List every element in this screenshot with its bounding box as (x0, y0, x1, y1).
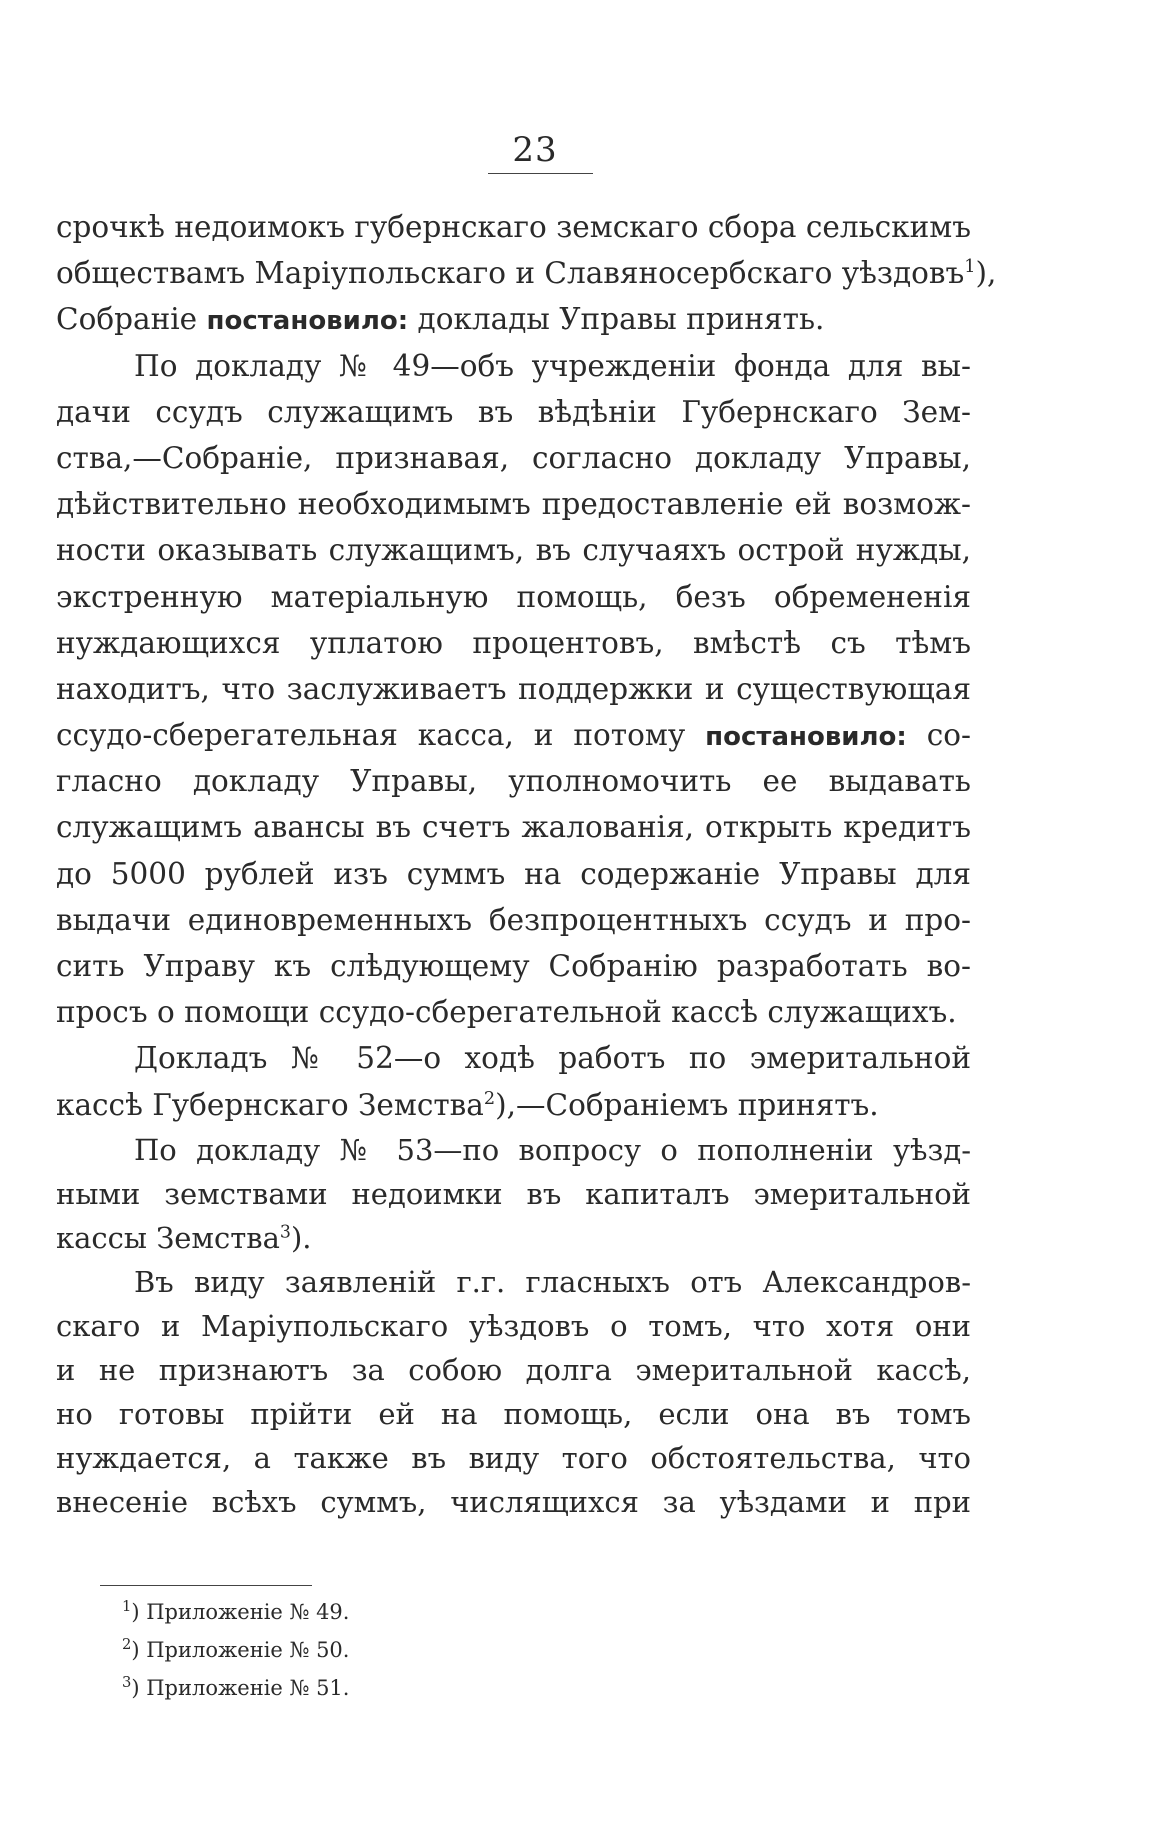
text-line (56, 574, 971, 620)
text-line (56, 1260, 971, 1304)
text-run: ). (290, 1220, 312, 1255)
footnote-reference: 2 (483, 1088, 496, 1109)
emphasized-text: постановило: (206, 306, 409, 337)
text-line (56, 250, 997, 296)
text-run: и не признаютъ за собою долга эмеритальной кассѣ, (56, 1352, 971, 1387)
emphasized-text: постановило: (705, 722, 907, 753)
text-run: дѣйствительно необходимымъ предоставленіе ей возмож- (56, 487, 971, 522)
text-line (56, 666, 971, 712)
text-run: срочкѣ недоимокъ губернскаго земскаго сбора сельскимъ (56, 210, 971, 244)
text-run: со- (906, 718, 971, 753)
text-line (56, 527, 971, 573)
text-run: гласно докладу Управы, уполномочить ее выдавать (56, 764, 971, 799)
text-line (56, 296, 971, 342)
footnote-text: ) Приложеніе № 50. (131, 1638, 350, 1662)
text-run: ), (975, 256, 997, 291)
text-run: нуждается, а также въ виду того обстоятельства, что (56, 1440, 971, 1475)
text-line (56, 1082, 971, 1128)
text-run: По докладу № 53—по вопросу о пополненіи уѣзд- (134, 1132, 971, 1167)
text-run: ),—Собраніемъ принятъ. (495, 1087, 879, 1122)
footnote-mark: 2 (122, 1636, 132, 1653)
text-run: ства,—Собраніе, признавая, согласно докладу Управы, (56, 440, 971, 475)
text-run: Въ виду заявленій г.г. гласныхъ отъ Александров- (134, 1264, 971, 1299)
footnote-text: ) Приложеніе № 49. (131, 1600, 350, 1624)
text-run: до 5000 рублей изъ суммъ на содержаніе Управы для (56, 856, 971, 891)
text-line (56, 1304, 971, 1348)
text-line (56, 943, 971, 989)
text-line (56, 1216, 971, 1260)
page-number: 23 (512, 130, 558, 170)
text-run: экстренную матеріальную помощь, безъ обремененія (56, 579, 971, 614)
text-run: выдачи единовременныхъ безпроцентныхъ ссудъ и про- (56, 902, 971, 937)
text-run: просъ о помощи ссудо-сберегательной кассѣ служащихъ. (56, 995, 957, 1030)
text-run: кассы Земства (56, 1220, 280, 1255)
text-run: но готовы прійти ей на помощь, если она въ томъ (56, 1396, 971, 1431)
text-run: обществамъ Маріупольскаго и Славяносербскаго уѣздовъ (56, 256, 965, 291)
footnote (122, 1631, 349, 1669)
text-line (56, 989, 971, 1035)
text-line (56, 758, 971, 804)
text-run: доклады Управы принять. (408, 302, 825, 337)
text-line (56, 712, 971, 758)
footnote (122, 1593, 349, 1631)
footnote-separator (100, 1585, 312, 1586)
text-line (56, 481, 971, 527)
text-line (56, 851, 971, 897)
text-run: По докладу № 49—объ учрежденіи фонда для вы- (134, 348, 971, 383)
footnote-reference: 1 (964, 257, 976, 278)
text-line (56, 804, 971, 850)
text-run: кассѣ Губернскаго Земства (56, 1087, 484, 1122)
text-run: служащимъ авансы въ счетъ жалованія, открыть кредитъ (56, 810, 971, 845)
text-line (56, 1348, 971, 1392)
text-run: внесеніе всѣхъ суммъ, числящихся за уѣздами и при (56, 1484, 971, 1519)
text-line (56, 1392, 971, 1436)
text-run: нуждающихся уплатою процентовъ, вмѣстѣ съ тѣмъ (56, 625, 971, 660)
text-run: скаго и Маріупольскаго уѣздовъ о томъ, что хотя они (56, 1308, 971, 1343)
text-run: дачи ссудъ служащимъ въ вѣдѣніи Губернскаго Зем- (56, 394, 971, 429)
text-run: ными земствами недоимки въ капиталъ эмеритальной (56, 1176, 971, 1211)
text-line (56, 1128, 971, 1172)
text-line (56, 897, 971, 943)
text-line (56, 1172, 971, 1216)
text-run: ссудо-сберегательная касса, и потому (56, 718, 706, 753)
text-line (56, 1436, 971, 1480)
text-line (56, 204, 971, 250)
footnote-text: ) Приложеніе № 51. (131, 1676, 350, 1700)
text-line (56, 343, 971, 389)
text-run: ности оказывать служащимъ, въ случаяхъ острой нужды, (56, 533, 971, 568)
text-run: сить Управу къ слѣдующему Собранію разработать во- (56, 949, 971, 983)
footnotes (122, 1593, 349, 1707)
text-line (56, 435, 971, 481)
text-run: Собраніе (56, 302, 207, 337)
text-run: находитъ, что заслуживаетъ поддержки и существующая (56, 671, 971, 706)
footnote (122, 1669, 349, 1707)
body-text (56, 204, 997, 1524)
text-line (56, 620, 971, 666)
text-line (56, 1480, 971, 1524)
footnote-mark: 1 (122, 1598, 132, 1615)
page-number-rule (488, 173, 593, 174)
footnote-reference: 3 (279, 1222, 291, 1243)
text-line (56, 389, 971, 435)
footnote-mark: 3 (122, 1674, 132, 1691)
text-line (56, 1035, 971, 1081)
text-run: Докладъ № 52—о ходѣ работъ по эмеритальной (134, 1041, 971, 1076)
